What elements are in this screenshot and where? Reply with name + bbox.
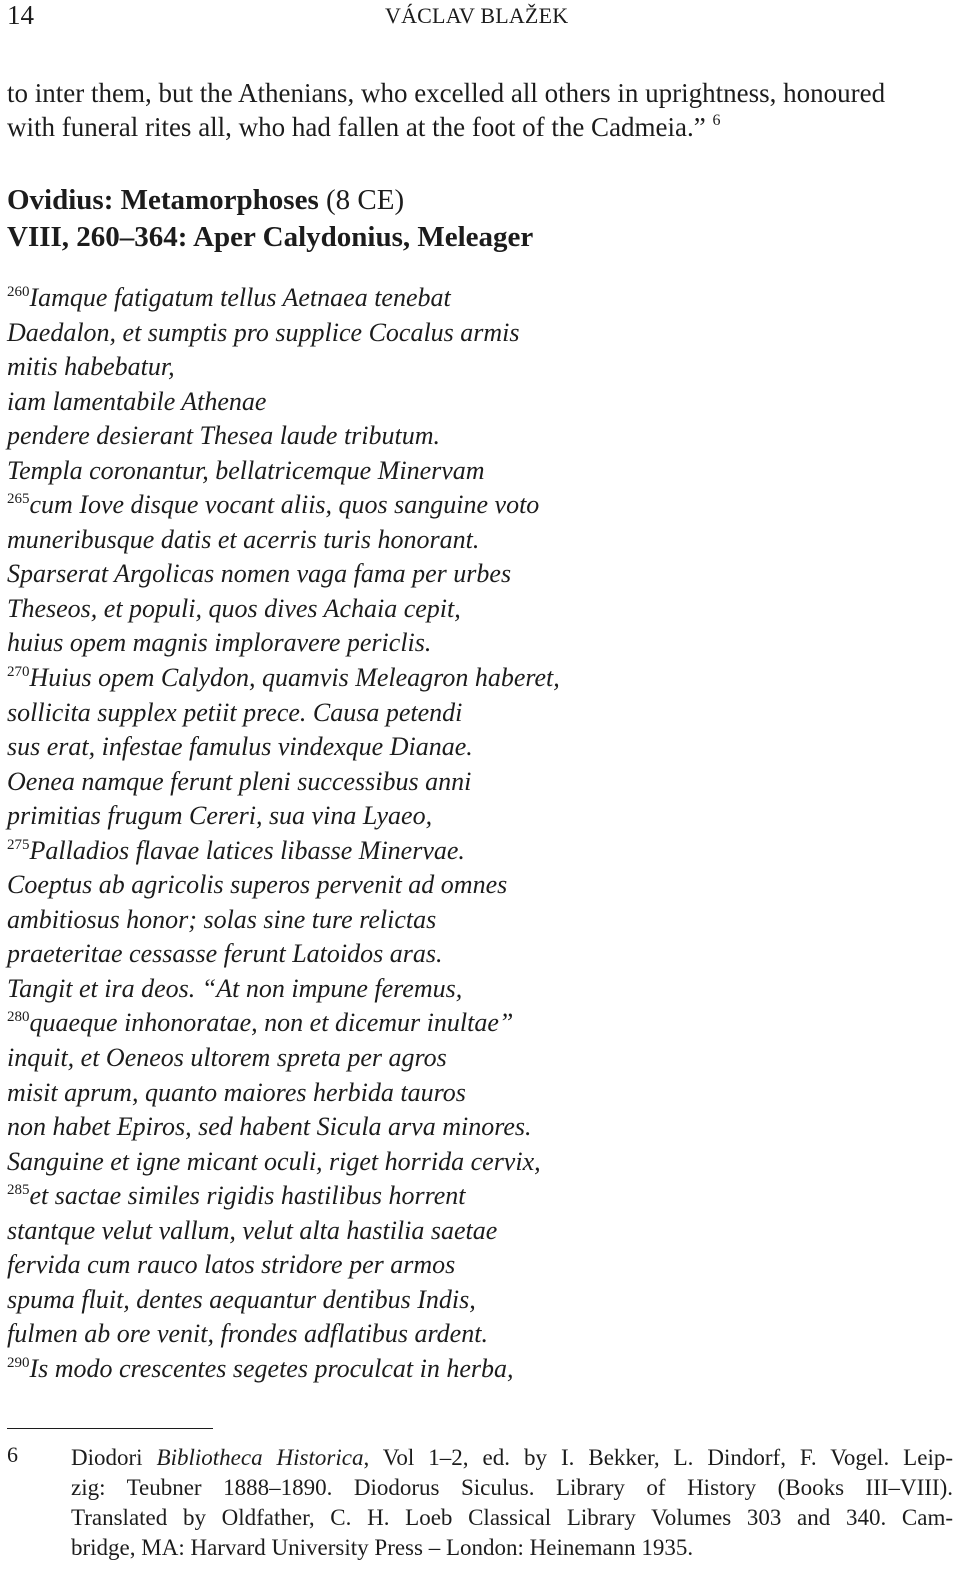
section-heading bbox=[7, 182, 533, 256]
intro-line: to inter them, but the Athenians, who excelled all others in uprightness, honoured bbox=[7, 78, 886, 108]
line-number: 265 bbox=[7, 491, 30, 508]
verse-text: Palladios flavae latices libasse Minervae. bbox=[29, 835, 465, 865]
poem-line bbox=[7, 1041, 955, 1076]
poem-line bbox=[7, 1352, 955, 1387]
line-number: 275 bbox=[7, 836, 30, 853]
footnote-line: Translated by Oldfather, C. H. Loeb Classical Library Volumes 303 and 340. Cam- bbox=[71, 1505, 953, 1530]
poem-line bbox=[7, 834, 955, 869]
poem-line bbox=[7, 626, 955, 661]
verse-text: cum Iove disque vocant aliis, quos sanguine voto bbox=[29, 490, 540, 520]
line-number: 280 bbox=[7, 1009, 30, 1026]
poem-line bbox=[7, 385, 955, 420]
footnote-line: zig: Teubner 1888–1890. Diodorus Siculus. Library of History (Books III–VIII). bbox=[71, 1475, 953, 1500]
verse-text: pendere desierant Thesea laude tributum. bbox=[7, 421, 441, 451]
verse-text: iam lamentabile Athenae bbox=[7, 386, 267, 416]
footnote-line: bridge, MA: Harvard University Press – London: Heinemann 1935. bbox=[71, 1535, 694, 1560]
footnote-line: Diodori Bibliotheca Historica, Vol 1–2, ed. by I. Bekker, L. Dindorf, F. Vogel. Leip- bbox=[71, 1445, 953, 1470]
verse-text: Tangit et ira deos. “At non impune feremus, bbox=[7, 973, 463, 1003]
verse-text: non habet Epiros, sed habent Sicula arva minores. bbox=[7, 1112, 532, 1142]
verse-text: et sactae similes rigidis hastilibus horrent bbox=[29, 1181, 466, 1211]
poem-line bbox=[7, 1006, 955, 1041]
line-number: 290 bbox=[7, 1354, 30, 1371]
verse-text: praeteritae cessasse ferunt Latoidos aras. bbox=[7, 939, 443, 969]
poem-line bbox=[7, 419, 955, 454]
verse-text: spuma fluit, dentes aequantur dentibus Indis, bbox=[7, 1284, 476, 1314]
poem-line bbox=[7, 972, 955, 1007]
book-title: Bibliotheca Historica bbox=[156, 1445, 364, 1470]
footnote-reference[interactable]: 6 bbox=[712, 112, 721, 129]
verse-text: inquit, et Oeneos ultorem spreta per agros bbox=[7, 1043, 447, 1073]
poem-line bbox=[7, 1145, 955, 1180]
poem-line bbox=[7, 765, 955, 800]
verse-text: Oenea namque ferunt pleni successibus anni bbox=[7, 766, 472, 796]
verse-text: muneribusque datis et acerris turis honorant. bbox=[7, 524, 480, 554]
verse-text: Theseos, et populi, quos dives Achaia cepit, bbox=[7, 593, 461, 623]
poem-line bbox=[7, 937, 955, 972]
poem-line bbox=[7, 1214, 955, 1249]
verse-text: misit aprum, quanto maiores herbida tauros bbox=[7, 1077, 466, 1107]
poem-line bbox=[7, 350, 955, 385]
poem-line bbox=[7, 488, 955, 523]
poem-line bbox=[7, 903, 955, 938]
footnote-separator bbox=[7, 1428, 213, 1429]
verse-text: fervida cum rauco latos stridore per armos bbox=[7, 1250, 456, 1280]
verse-text: stantque velut vallum, velut alta hastilia saetae bbox=[7, 1215, 498, 1245]
poem-line bbox=[7, 1248, 955, 1283]
verse-text: Sparserat Argolicas nomen vaga fama per urbes bbox=[7, 559, 512, 589]
verse-text: Is modo crescentes segetes proculcat in herba, bbox=[29, 1353, 514, 1383]
poem-line bbox=[7, 592, 955, 627]
running-head bbox=[0, 0, 960, 34]
poem-line bbox=[7, 1283, 955, 1318]
verse-text: Templa coronantur, bellatricemque Minervam bbox=[7, 455, 485, 485]
line-number: 270 bbox=[7, 664, 30, 681]
verse-text: Iamque fatigatum tellus Aetnaea tenebat bbox=[29, 283, 451, 312]
poem-line bbox=[7, 523, 955, 558]
poem-line bbox=[7, 1317, 955, 1352]
poem-line bbox=[7, 799, 955, 834]
poem-line bbox=[7, 730, 955, 765]
line-number: 285 bbox=[7, 1182, 30, 1199]
verse-text: primitias frugum Cereri, sua vina Lyaeo, bbox=[7, 801, 433, 831]
heading-line-1: Ovidius: Metamorphoses (8 CE) bbox=[7, 184, 405, 216]
running-title: VÁCLAV BLAŽEK bbox=[385, 3, 569, 28]
intro-line: with funeral rites all, who had fallen at the foot of the Cadmeia.” $^6$ bbox=[7, 112, 721, 142]
verse-text: huius opem magnis imploravere periclis. bbox=[7, 628, 432, 658]
poem-line bbox=[7, 316, 955, 351]
heading-line-2: VIII, 260–364: Aper Calydonius, Meleager bbox=[7, 221, 534, 253]
poem-text bbox=[7, 281, 955, 1387]
verse-text: ambitiosus honor; solas sine ture relictas bbox=[7, 904, 437, 934]
poem-line bbox=[7, 281, 955, 316]
verse-text: quaeque inhonoratae, non et dicemur inultae” bbox=[29, 1008, 514, 1038]
verse-text: Daedalon, et sumptis pro supplice Cocalus armis bbox=[7, 317, 520, 347]
poem-line bbox=[7, 1110, 955, 1145]
verse-text: Sanguine et igne micant oculi, riget horrida cervix, bbox=[7, 1146, 541, 1176]
verse-text: fulmen ab ore venit, frondes adflatibus ardent. bbox=[7, 1319, 488, 1349]
poem-line bbox=[7, 454, 955, 489]
page-number: 14 bbox=[7, 0, 34, 30]
footnote-mark: 6 bbox=[7, 1442, 18, 1467]
line-number: 260 bbox=[7, 284, 30, 300]
poem-line bbox=[7, 868, 955, 903]
footnote-text bbox=[71, 1443, 953, 1563]
poem-line bbox=[7, 696, 955, 731]
poem-line bbox=[7, 661, 955, 696]
verse-text: Coeptus ab agricolis superos pervenit ad omnes bbox=[7, 870, 508, 900]
verse-text: sollicita supplex petiit prece. Causa petendi bbox=[7, 697, 463, 727]
poem-line bbox=[7, 1179, 955, 1214]
verse-text: Huius opem Calydon, quamvis Meleagron haberet, bbox=[29, 663, 560, 693]
poem-line bbox=[7, 1076, 955, 1111]
poem-line bbox=[7, 557, 955, 592]
intro-paragraph bbox=[7, 76, 955, 144]
verse-text: mitis habebatur, bbox=[7, 352, 175, 382]
verse-text: sus erat, infestae famulus vindexque Dianae. bbox=[7, 732, 473, 762]
